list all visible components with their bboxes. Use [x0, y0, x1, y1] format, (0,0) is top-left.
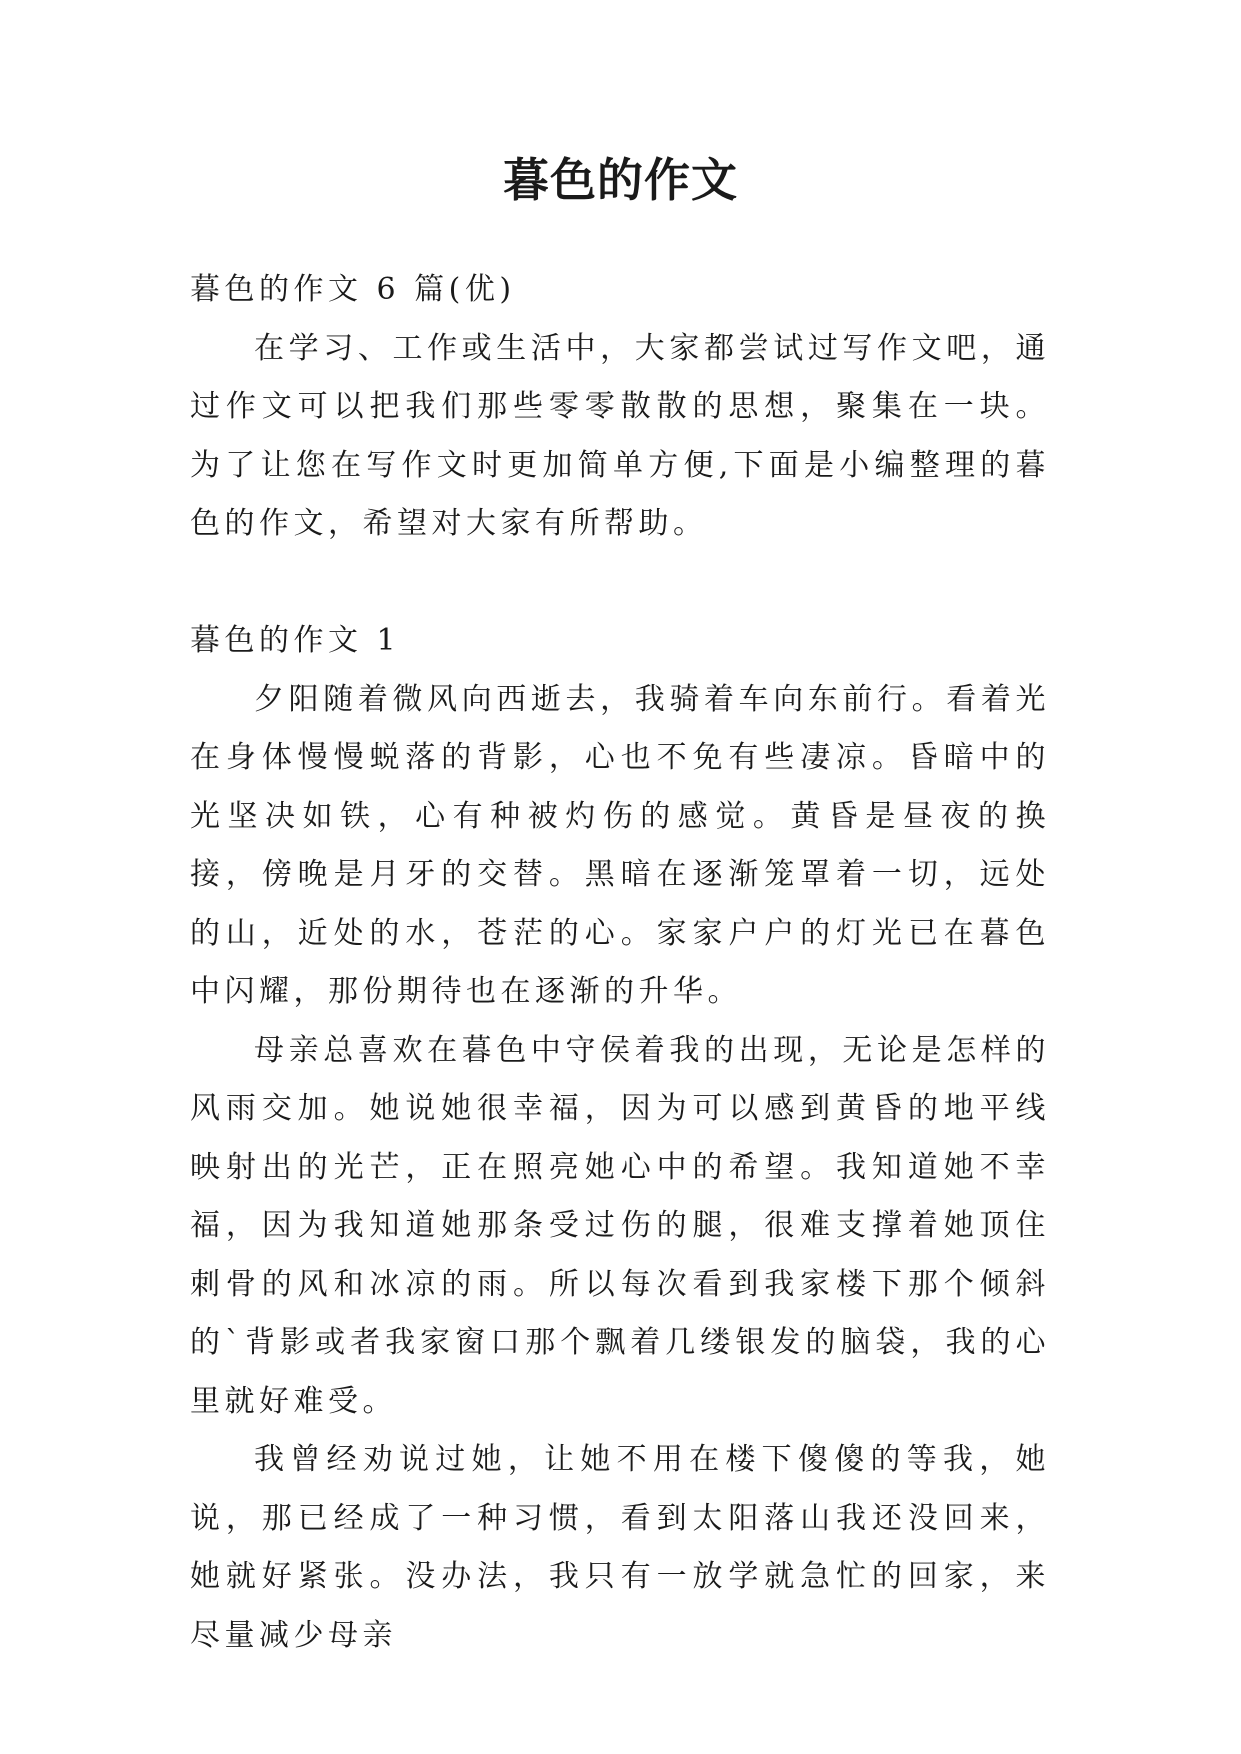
- essay-1-paragraph-2: 母亲总喜欢在暮色中守侯着我的出现，无论是怎样的风雨交加。她说她很幸福，因为可以感到黄昏的地平线映射出的光芒，正在照亮她心中的希望。我知道她不幸福，因为我知道她那条受过伤的腿，很难支撑着她顶住刺骨的风和冰凉的雨。所以每次看到我家楼下那个倾斜的`背影或者我家窗口那个飘着几缕银发的脑袋，我的心里就好难受。: [190, 1032, 1050, 1419]
- document-body: [190, 261, 1050, 1665]
- essay-1-paragraph-3: 我曾经劝说过她，让她不用在楼下傻傻的等我，她说，那已经成了一种习惯，看到太阳落山我还没回来，她就好紧张。没办法，我只有一放学就急忙的回家，来尽量减少母亲: [190, 1442, 1050, 1653]
- section-spacer: [190, 554, 1050, 613]
- essay-1-paragraph-1: 夕阳随着微风向西逝去，我骑着车向东前行。看着光在身体慢慢蜕落的背影，心也不免有些凄凉。昏暗中的光坚决如铁，心有种被灼伤的感觉。黄昏是昼夜的换接，傍晚是月牙的交替。黑暗在逐渐笼罩着一切，远处的山，近处的水，苍茫的心。家家户户的灯光已在暮色中闪耀，那份期待也在逐渐的升华。: [190, 681, 1050, 1009]
- document-title: 暮色的作文: [503, 153, 738, 207]
- intro-heading: 暮色的作文 6 篇(优): [190, 272, 516, 307]
- intro-paragraph: 在学习、工作或生活中，大家都尝试过写作文吧，通过作文可以把我们那些零零散散的思想，聚集在一块。为了让您在写作文时更加简单方便,下面是小编整理的暮色的作文，希望对大家有所帮助。: [190, 330, 1050, 541]
- essay-1-heading: 暮色的作文 1: [190, 623, 401, 658]
